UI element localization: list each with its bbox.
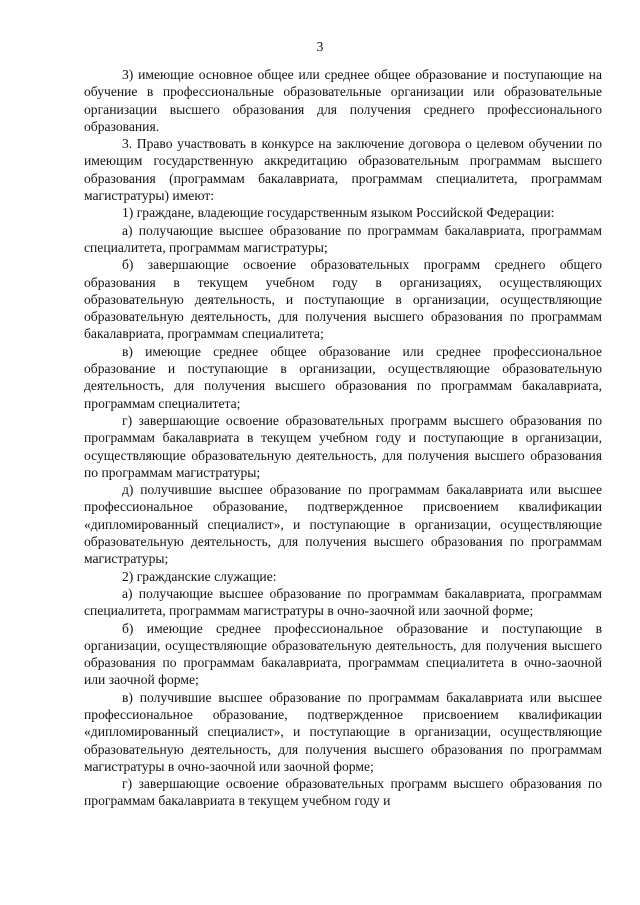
document-body (84, 66, 602, 810)
paragraph: б) имеющие среднее профессиональное образование и поступающие в организации, осуществляющие образовательную деятельность, для получения высшего образования по программам бакалавриата, программам специалитета в очно-заочной или заочной форме; (84, 620, 602, 688)
paragraph: в) имеющие среднее общее образование или среднее профессиональное образование и поступающие в организации, осуществляющие образовательную деятельность, для получения высшего образования по программам бакалавриата, программам специалитета; (84, 343, 602, 411)
paragraph: б) завершающие освоение образовательных программ среднего общего образования в текущем учебном году в организациях, осуществляющих образовательную деятельность, и поступающие в организации, осуществляющие образовательную деятельность, для получения высшего образования по программам бакалавриата, программам специалитета; (84, 257, 602, 342)
paragraph: 3) имеющие основное общее или среднее общее образование и поступающие на обучение в профессиональные образовательные организации или образовательные организации высшего образования для получения среднего профессионального образования. (84, 67, 602, 134)
paragraph: д) получившие высшее образование по программам бакалавриата или высшее профессиональное образование, подтвержденное присвоением квалификации «дипломированный специалист», и поступающие в организации, осуществляющие образовательную деятельность, для получения высшего образования по программам магистратуры; (84, 482, 602, 567)
paragraph: а) получающие высшее образование по программам бакалавриата, программам специалитета, программам магистратуры; (84, 222, 602, 255)
paragraph: г) завершающие освоение образовательных программ высшего образования по программам бакалавриата в текущем учебном году и (84, 776, 602, 809)
paragraph: в) получившие высшее образование по программам бакалавриата или высшее профессиональное образование, подтвержденное присвоением квалификации «дипломированный специалист», и поступающие в организации, осуществляющие образовательную деятельность, для получения высшего образования по программам магистратуры в очно-заочной или заочной форме; (84, 689, 602, 774)
page-number: 3 (316, 39, 324, 54)
paragraph: а) получающие высшее образование по программам бакалавриата, программам специалитета, программам магистратуры в очно-заочной или заочной форме; (84, 585, 602, 619)
paragraph: 1) граждане, владеющие государственным языком Российской Федерации: (122, 205, 555, 221)
paragraph: г) завершающие освоение образовательных программ высшего образования по программам бакалавриата в текущем учебном году и поступающие в организации, осуществляющие образовательную деятельность, для получения высшего образования по программам магистратуры; (84, 412, 602, 480)
paragraph: 3. Право участвовать в конкурсе на заключение договора о целевом обучении по имеющим государственную аккредитацию образовательным программам высшего образования (программам бакалавриата, программам специалитета, программам магистратуры) имеют: (84, 136, 602, 204)
paragraph: 2) гражданские служащие: (122, 568, 277, 584)
